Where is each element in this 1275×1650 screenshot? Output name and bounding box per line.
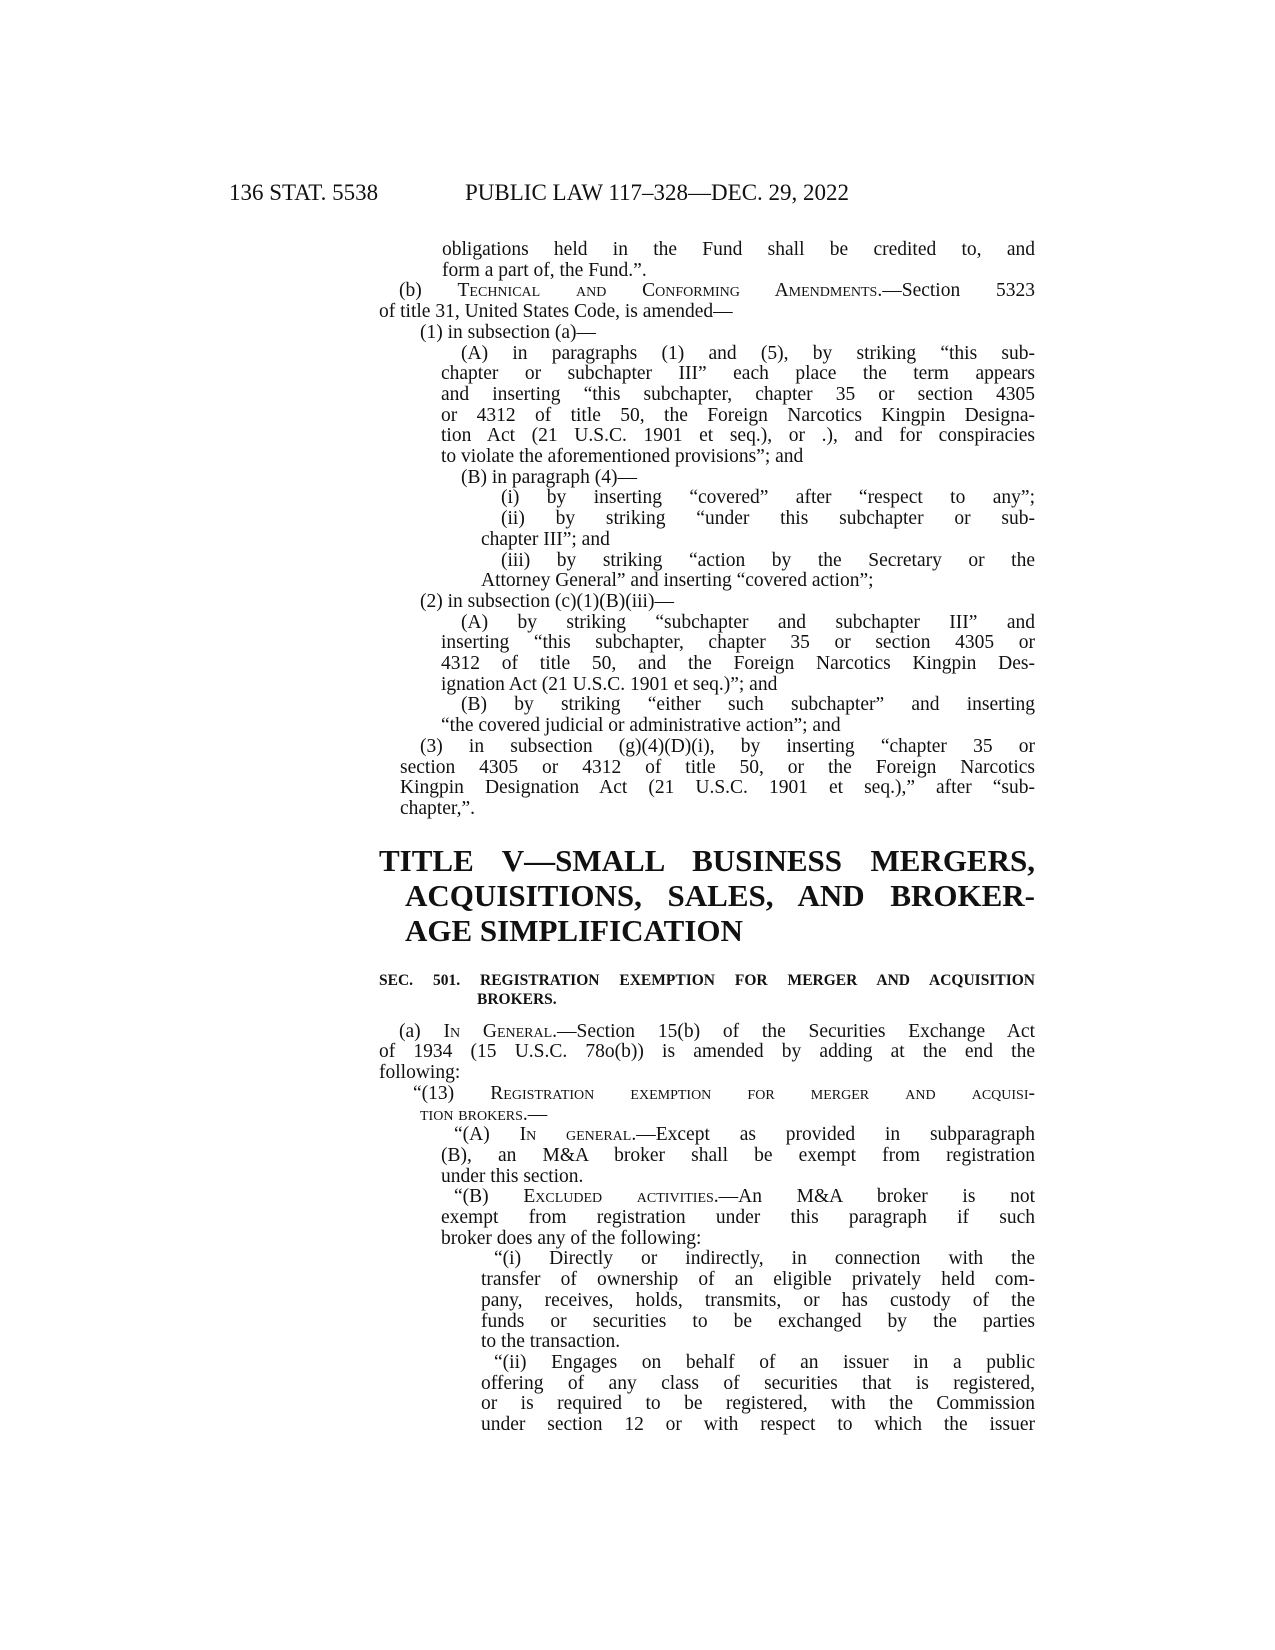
subsection-b-heading: Technical and Conforming Amendments (457, 280, 878, 302)
title-line: TITLE V—SMALL BUSINESS MERGERS, (379, 842, 1035, 878)
section-heading-line: BROKERS. (477, 991, 557, 1009)
title-heading (379, 843, 1035, 948)
subparagraph-A-heading: In general (519, 1124, 632, 1146)
text-line: pany, receives, holds, transmits, or has custody of the (481, 1289, 1035, 1311)
text-line: tion brokers.— (420, 1103, 548, 1125)
text-line: following: (379, 1062, 461, 1084)
text-line: “the covered judicial or administrative action”; and (441, 715, 841, 737)
text-line: under section 12 or with respect to which the issuer (481, 1414, 1035, 1436)
text-line: (3) in subsection (g)(4)(D)(i), by inserting “chapter 35 or (420, 735, 1035, 757)
title-line: ACQUISITIONS, SALES, AND BROKER- (405, 877, 1035, 913)
paragraph-13-heading-line: “(13) Registration exemption for merger and acquisi- (413, 1082, 1035, 1104)
section-heading (379, 971, 1035, 1010)
text-line: (B) by striking “either such subchapter” and inserting (461, 694, 1035, 716)
body-text (379, 240, 1035, 1436)
public-law-citation: PUBLIC LAW 117–328—DEC. 29, 2022 (465, 180, 850, 205)
text-line: (i) by inserting “covered” after “respect to any”; (501, 487, 1035, 509)
subparagraph-A-heading-line: “(A) In general.—Except as provided in subparagraph (454, 1124, 1035, 1146)
text-line: (A) in paragraphs (1) and (5), by striking “this sub- (461, 342, 1035, 364)
text-line: chapter,”. (400, 797, 476, 819)
text-line: to violate the aforementioned provisions”; and (441, 446, 804, 468)
text-line: (2) in subsection (c)(1)(B)(iii)— (420, 590, 674, 612)
text-line: (ii) by striking “under this subchapter or sub- (501, 508, 1035, 530)
text-line: (iii) by striking “action by the Secretary or the (501, 549, 1035, 571)
text-line: and inserting “this subchapter, chapter 35 or section 4305 (441, 383, 1035, 405)
text-line: chapter III”; and (481, 528, 610, 550)
text-line: “(ii) Engages on behalf of an issuer in a public (494, 1351, 1035, 1373)
text-line: transfer of ownership of an eligible privately held com- (481, 1269, 1035, 1291)
text-line: funds or securities to be exchanged by the parties (481, 1310, 1035, 1332)
text-line: (1) in subsection (a)— (420, 321, 596, 343)
text-line: chapter or subchapter III” each place the term appears (441, 363, 1035, 385)
text-line: or is required to be registered, with the Commission (481, 1393, 1035, 1415)
text-line: (B) in paragraph (4)— (461, 466, 637, 488)
text-line: “(i) Directly or indirectly, in connection with the (494, 1248, 1035, 1270)
text-line: (B), an M&A broker shall be exempt from registration (441, 1144, 1035, 1166)
page-folio: 136 STAT. 5538 (229, 180, 379, 205)
text-line: exempt from registration under this paragraph if such (441, 1207, 1035, 1229)
subparagraph-B-heading-line: “(B) Excluded activities.—An M&A broker is not (454, 1186, 1035, 1208)
text-line: inserting “this subchapter, chapter 35 or section 4305 or (441, 632, 1035, 654)
subsection-a-heading: In General (443, 1020, 553, 1042)
text-line: of title 31, United States Code, is amended— (379, 301, 733, 323)
title-line: AGE SIMPLIFICATION (405, 912, 743, 948)
subsection-a-heading-line: (a) In General.—Section 15(b) of the Securities Exchange Act (399, 1020, 1035, 1042)
text-line: tion Act (21 U.S.C. 1901 et seq.), or .), and for conspiracies (441, 425, 1035, 447)
paragraph-13-heading: Registration exemption for merger and acquisi- (490, 1082, 1035, 1104)
text-line: offering of any class of securities that is registered, (481, 1372, 1035, 1394)
section-heading-line: SEC. 501. REGISTRATION EXEMPTION FOR MERGER AND ACQUISITION (379, 971, 1035, 989)
text-line: Attorney General” and inserting “covered action”; (481, 570, 874, 592)
text-line: to the transaction. (481, 1331, 621, 1353)
text-line: ignation Act (21 U.S.C. 1901 et seq.)”; and (441, 673, 778, 695)
text-line: under this section. (441, 1165, 584, 1187)
text-line: section 4305 or 4312 of title 50, or the Foreign Narcotics (400, 756, 1035, 778)
text-line: (A) by striking “subchapter and subchapter III” and (461, 611, 1035, 633)
text-line: Kingpin Designation Act (21 U.S.C. 1901 et seq.),” after “sub- (400, 777, 1035, 799)
subsection-b-heading-line: (b) Technical and Conforming Amendments.—Section 5323 (399, 280, 1035, 302)
text-line: form a part of, the Fund.”. (442, 259, 647, 281)
text-line: of 1934 (15 U.S.C. 78o(b)) is amended by adding at the end the (379, 1041, 1035, 1063)
running-header (0, 180, 1275, 210)
text-line: 4312 of title 50, and the Foreign Narcotics Kingpin Des- (441, 653, 1035, 675)
subparagraph-B-heading: Excluded activities (523, 1186, 714, 1208)
text-line: broker does any of the following: (441, 1227, 702, 1249)
text-line: or 4312 of title 50, the Foreign Narcotics Kingpin Designa- (441, 404, 1035, 426)
text-line: obligations held in the Fund shall be credited to, and (442, 239, 1035, 260)
